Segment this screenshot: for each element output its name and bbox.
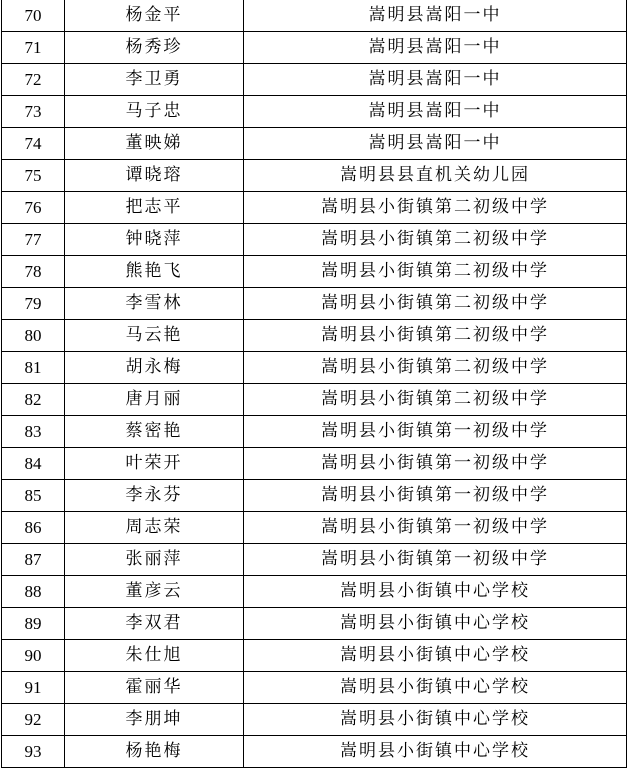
name-cell: 杨秀珍 xyxy=(65,32,244,64)
table-row xyxy=(2,224,627,256)
name-cell: 叶荣开 xyxy=(65,448,244,480)
row-number-cell: 78 xyxy=(2,256,65,288)
row-number-cell: 72 xyxy=(2,64,65,96)
name-cell: 张丽萍 xyxy=(65,544,244,576)
row-number-cell: 91 xyxy=(2,672,65,704)
table-row xyxy=(2,64,627,96)
table-row xyxy=(2,704,627,736)
table-row xyxy=(2,320,627,352)
school-cell: 嵩明县小街镇中心学校 xyxy=(244,608,627,640)
table-row xyxy=(2,416,627,448)
table-row xyxy=(2,192,627,224)
name-cell: 李双君 xyxy=(65,608,244,640)
table-row xyxy=(2,352,627,384)
row-number-cell: 73 xyxy=(2,96,65,128)
name-cell: 熊艳飞 xyxy=(65,256,244,288)
school-cell: 嵩明县嵩阳一中 xyxy=(244,0,627,32)
row-number-cell: 82 xyxy=(2,384,65,416)
name-cell: 李永芬 xyxy=(65,480,244,512)
school-cell: 嵩明县小街镇第二初级中学 xyxy=(244,384,627,416)
name-cell: 董彦云 xyxy=(65,576,244,608)
table-row xyxy=(2,288,627,320)
row-number-cell: 84 xyxy=(2,448,65,480)
school-cell: 嵩明县嵩阳一中 xyxy=(244,128,627,160)
name-cell: 杨金平 xyxy=(65,0,244,32)
name-cell: 董映娣 xyxy=(65,128,244,160)
table-row xyxy=(2,544,627,576)
table-row xyxy=(2,256,627,288)
name-cell: 杨艳梅 xyxy=(65,736,244,768)
school-cell: 嵩明县小街镇第一初级中学 xyxy=(244,544,627,576)
school-cell: 嵩明县小街镇第一初级中学 xyxy=(244,512,627,544)
row-number-cell: 83 xyxy=(2,416,65,448)
roster-table-body xyxy=(2,0,627,768)
table-row xyxy=(2,608,627,640)
school-cell: 嵩明县县直机关幼儿园 xyxy=(244,160,627,192)
name-cell: 唐月丽 xyxy=(65,384,244,416)
school-cell: 嵩明县小街镇中心学校 xyxy=(244,640,627,672)
table-row xyxy=(2,512,627,544)
table-row xyxy=(2,0,627,32)
school-cell: 嵩明县小街镇第二初级中学 xyxy=(244,192,627,224)
row-number-cell: 74 xyxy=(2,128,65,160)
school-cell: 嵩明县小街镇第二初级中学 xyxy=(244,256,627,288)
row-number-cell: 93 xyxy=(2,736,65,768)
roster-table xyxy=(1,0,627,768)
table-row xyxy=(2,672,627,704)
name-cell: 马子忠 xyxy=(65,96,244,128)
school-cell: 嵩明县嵩阳一中 xyxy=(244,64,627,96)
school-cell: 嵩明县小街镇中心学校 xyxy=(244,576,627,608)
table-row xyxy=(2,96,627,128)
table-row xyxy=(2,576,627,608)
table-row xyxy=(2,160,627,192)
name-cell: 朱仕旭 xyxy=(65,640,244,672)
name-cell: 谭晓瑢 xyxy=(65,160,244,192)
row-number-cell: 75 xyxy=(2,160,65,192)
row-number-cell: 90 xyxy=(2,640,65,672)
table-row xyxy=(2,640,627,672)
row-number-cell: 92 xyxy=(2,704,65,736)
row-number-cell: 77 xyxy=(2,224,65,256)
name-cell: 钟晓萍 xyxy=(65,224,244,256)
school-cell: 嵩明县小街镇中心学校 xyxy=(244,704,627,736)
table-row xyxy=(2,128,627,160)
school-cell: 嵩明县小街镇第一初级中学 xyxy=(244,480,627,512)
school-cell: 嵩明县小街镇中心学校 xyxy=(244,672,627,704)
school-cell: 嵩明县小街镇第一初级中学 xyxy=(244,448,627,480)
school-cell: 嵩明县小街镇第二初级中学 xyxy=(244,288,627,320)
row-number-cell: 79 xyxy=(2,288,65,320)
table-row xyxy=(2,384,627,416)
row-number-cell: 88 xyxy=(2,576,65,608)
name-cell: 霍丽华 xyxy=(65,672,244,704)
name-cell: 蔡密艳 xyxy=(65,416,244,448)
name-cell: 把志平 xyxy=(65,192,244,224)
school-cell: 嵩明县小街镇中心学校 xyxy=(244,736,627,768)
school-cell: 嵩明县嵩阳一中 xyxy=(244,96,627,128)
name-cell: 李朋坤 xyxy=(65,704,244,736)
school-cell: 嵩明县小街镇第二初级中学 xyxy=(244,224,627,256)
row-number-cell: 87 xyxy=(2,544,65,576)
row-number-cell: 71 xyxy=(2,32,65,64)
school-cell: 嵩明县小街镇第二初级中学 xyxy=(244,320,627,352)
row-number-cell: 89 xyxy=(2,608,65,640)
name-cell: 马云艳 xyxy=(65,320,244,352)
school-cell: 嵩明县嵩阳一中 xyxy=(244,32,627,64)
table-row xyxy=(2,32,627,64)
name-cell: 胡永梅 xyxy=(65,352,244,384)
school-cell: 嵩明县小街镇第二初级中学 xyxy=(244,352,627,384)
row-number-cell: 76 xyxy=(2,192,65,224)
table-row xyxy=(2,448,627,480)
name-cell: 李雪林 xyxy=(65,288,244,320)
row-number-cell: 81 xyxy=(2,352,65,384)
table-row xyxy=(2,736,627,768)
row-number-cell: 70 xyxy=(2,0,65,32)
row-number-cell: 80 xyxy=(2,320,65,352)
table-row xyxy=(2,480,627,512)
row-number-cell: 86 xyxy=(2,512,65,544)
school-cell: 嵩明县小街镇第一初级中学 xyxy=(244,416,627,448)
name-cell: 李卫勇 xyxy=(65,64,244,96)
name-cell: 周志荣 xyxy=(65,512,244,544)
row-number-cell: 85 xyxy=(2,480,65,512)
